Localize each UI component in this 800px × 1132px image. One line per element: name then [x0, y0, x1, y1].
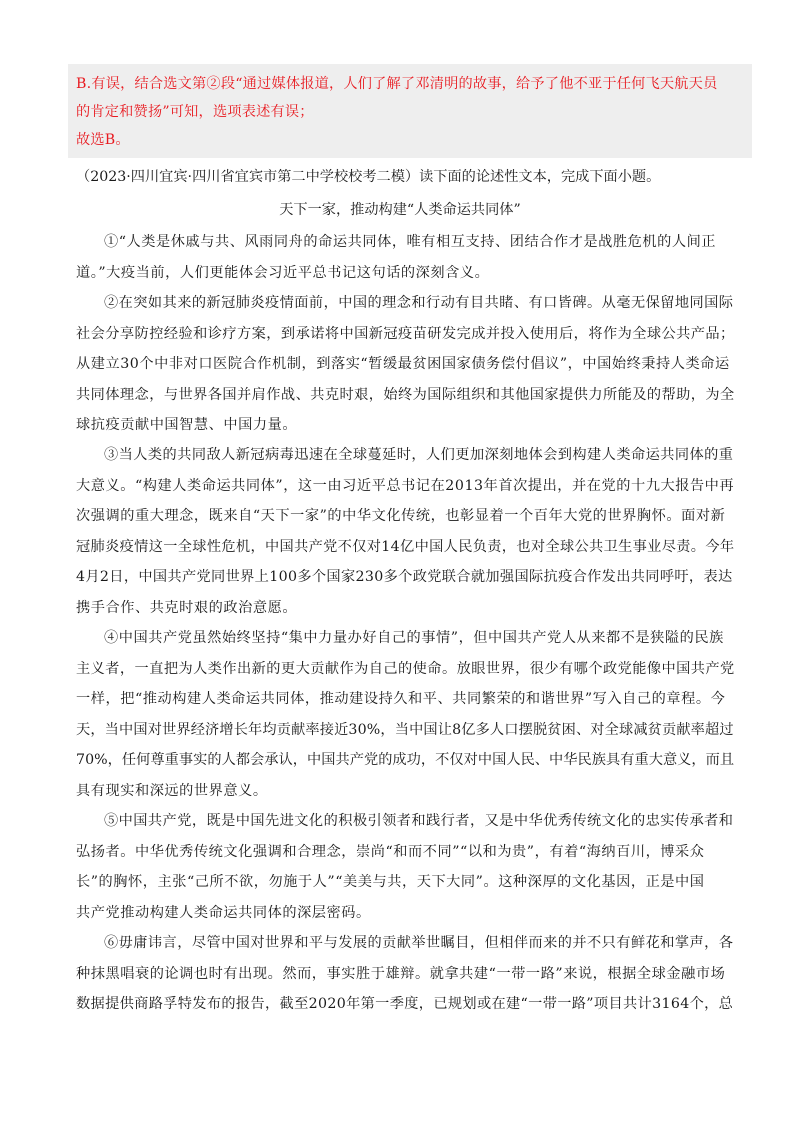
- paragraph-4: [76, 623, 736, 806]
- paragraph-line: ①“人类是休戚与共、风雨同舟的命运共同体，唯有相互支持、团结合作才是战胜危机的人间正: [104, 234, 717, 250]
- paragraph-line: 冠肺炎疫情这一全球性危机，中国共产党不仅对14亿中国人民负责，也对全球公共卫生事业尽责。今年: [76, 538, 735, 555]
- paragraph-line: 种抹黑唱衰的论调也时有出现。然而，事实胜于雄辩。就拿共建“一带一路”来说，根据全球金融市场: [76, 965, 726, 982]
- paragraph-line: ②在突如其来的新冠肺炎疫情面前，中国的理念和行动有目共睹、有口皆碑。从毫无保留地同国际: [104, 295, 734, 311]
- paragraph-line: 大意义。“构建人类命运共同体”，这一由习近平总书记在2013年首次提出，并在党的十九大报告中再: [76, 477, 735, 494]
- paragraph-line: 长”的胸怀，主张“己所不欲，勿施于人”“美美与共，天下大同”。这种深厚的文化基因，正是中国: [76, 874, 705, 890]
- paragraph-5: [76, 806, 736, 928]
- paragraph-line: 天，当中国对世界经济增长年均贡献率接近30%，当中国让8亿多人口摆脱贫困、对全球减贫贡献率超过: [76, 721, 734, 738]
- paragraph-line: ⑥毋庸讳言，尽管中国对世界和平与发展的贡献举世瞩目，但相伴而来的并不只有鲜花和掌声，各: [104, 935, 734, 951]
- answer-line: 故选B。: [76, 132, 130, 148]
- paragraph-line: 次强调的重大理念，既来自“天下一家”的中华文化传统，也彰显着一个百年大党的世界胸怀。面对新: [76, 508, 726, 524]
- question-source: （2023·四川宜宾·四川省宜宾市第二中学校校考二模）读下面的论述性文本，完成下面小题。: [76, 169, 661, 185]
- paragraph-6: [76, 928, 736, 1020]
- paragraph-line: ⑤中国共产党，既是中国先进文化的积极引领者和践行者，又是中华优秀传统文化的忠实传承者和: [104, 813, 734, 829]
- paragraph-line: 具有现实和深远的世界意义。: [76, 782, 268, 799]
- paragraph-line: 70%，任何尊重事实的人都会承认，中国共产党的成功，不仅对中国人民、中华民族具有重大意义，而且: [76, 752, 735, 768]
- paragraph-line: 共同体理念，与世界各国并肩作战、共克时艰，始终为国际组织和其他国家提供力所能及的帮助，为全: [76, 386, 735, 403]
- paragraph-line: 共产党推动构建人类命运共同体的深层密码。: [76, 904, 371, 921]
- paragraph-line: 4月2日，中国共产党同世界上100多个国家230多个政党联合就加强国际抗疫合作发出共同呼吁，表达: [76, 569, 733, 585]
- answer-line: 的肯定和赞扬”可知，选项表述有误；: [76, 104, 314, 120]
- paragraph-line: ④中国共产党虽然始终坚持“集中力量办好自己的事情”，但中国共产党人从来都不是狭隘的民族: [104, 630, 724, 646]
- paragraph-1: [76, 227, 736, 288]
- paragraph-3: [76, 440, 736, 623]
- paragraph-line: 弘扬者。中华优秀传统文化强调和合理念，崇尚“和而不同”“以和为贵”，有着“海纳百川，博采众: [76, 843, 705, 860]
- paragraph-line: 球抗疫贡献中国智慧、中国力量。: [76, 417, 298, 433]
- article-title: 天下一家，推动构建“人类命运共同体”: [279, 202, 521, 218]
- paragraph-line: 数据提供商路孚特发布的报告，截至2020年第一季度，已规划或在建“一带一路”项目共计3164个，总: [76, 996, 734, 1012]
- paragraph-line: 主义者，一直把为人类作出新的更大贡献作为自己的使命。放眼世界，很少有哪个政党能像中国共产党: [76, 660, 735, 677]
- answer-explanation-box: [68, 64, 752, 158]
- paragraph-line: ③当人类的共同敌人新冠病毒迅速在全球蔓延时，人们更加深刻地体会到构建人类命运共同体的重: [104, 447, 734, 463]
- answer-line: B.有误，结合选文第②段“通过媒体报道，人们了解了邓清明的故事，给予了他不亚于任何飞天航天员: [76, 76, 718, 92]
- paragraph-line: 道。”大疫当前，人们更能体会习近平总书记这句话的深刻含义。: [76, 264, 490, 281]
- paragraph-2: [76, 288, 736, 441]
- paragraph-line: 一样，把“推动构建人类命运共同体，推动建设持久和平、共同繁荣的和谐世界”写入自己的章程。今: [76, 691, 726, 707]
- paragraph-line: 从建立30个中非对口医院合作机制，到落实“暂缓最贫困国家债务偿付倡议”，中国始终秉持人类命运: [76, 356, 730, 372]
- paragraph-line: 携手合作、共克时艰的政治意愿。: [76, 599, 298, 616]
- paragraph-line: 社会分享防控经验和诊疗方案，到承诺将中国新冠疫苗研发完成并投入使用后，将作为全球公共产品；: [76, 325, 735, 342]
